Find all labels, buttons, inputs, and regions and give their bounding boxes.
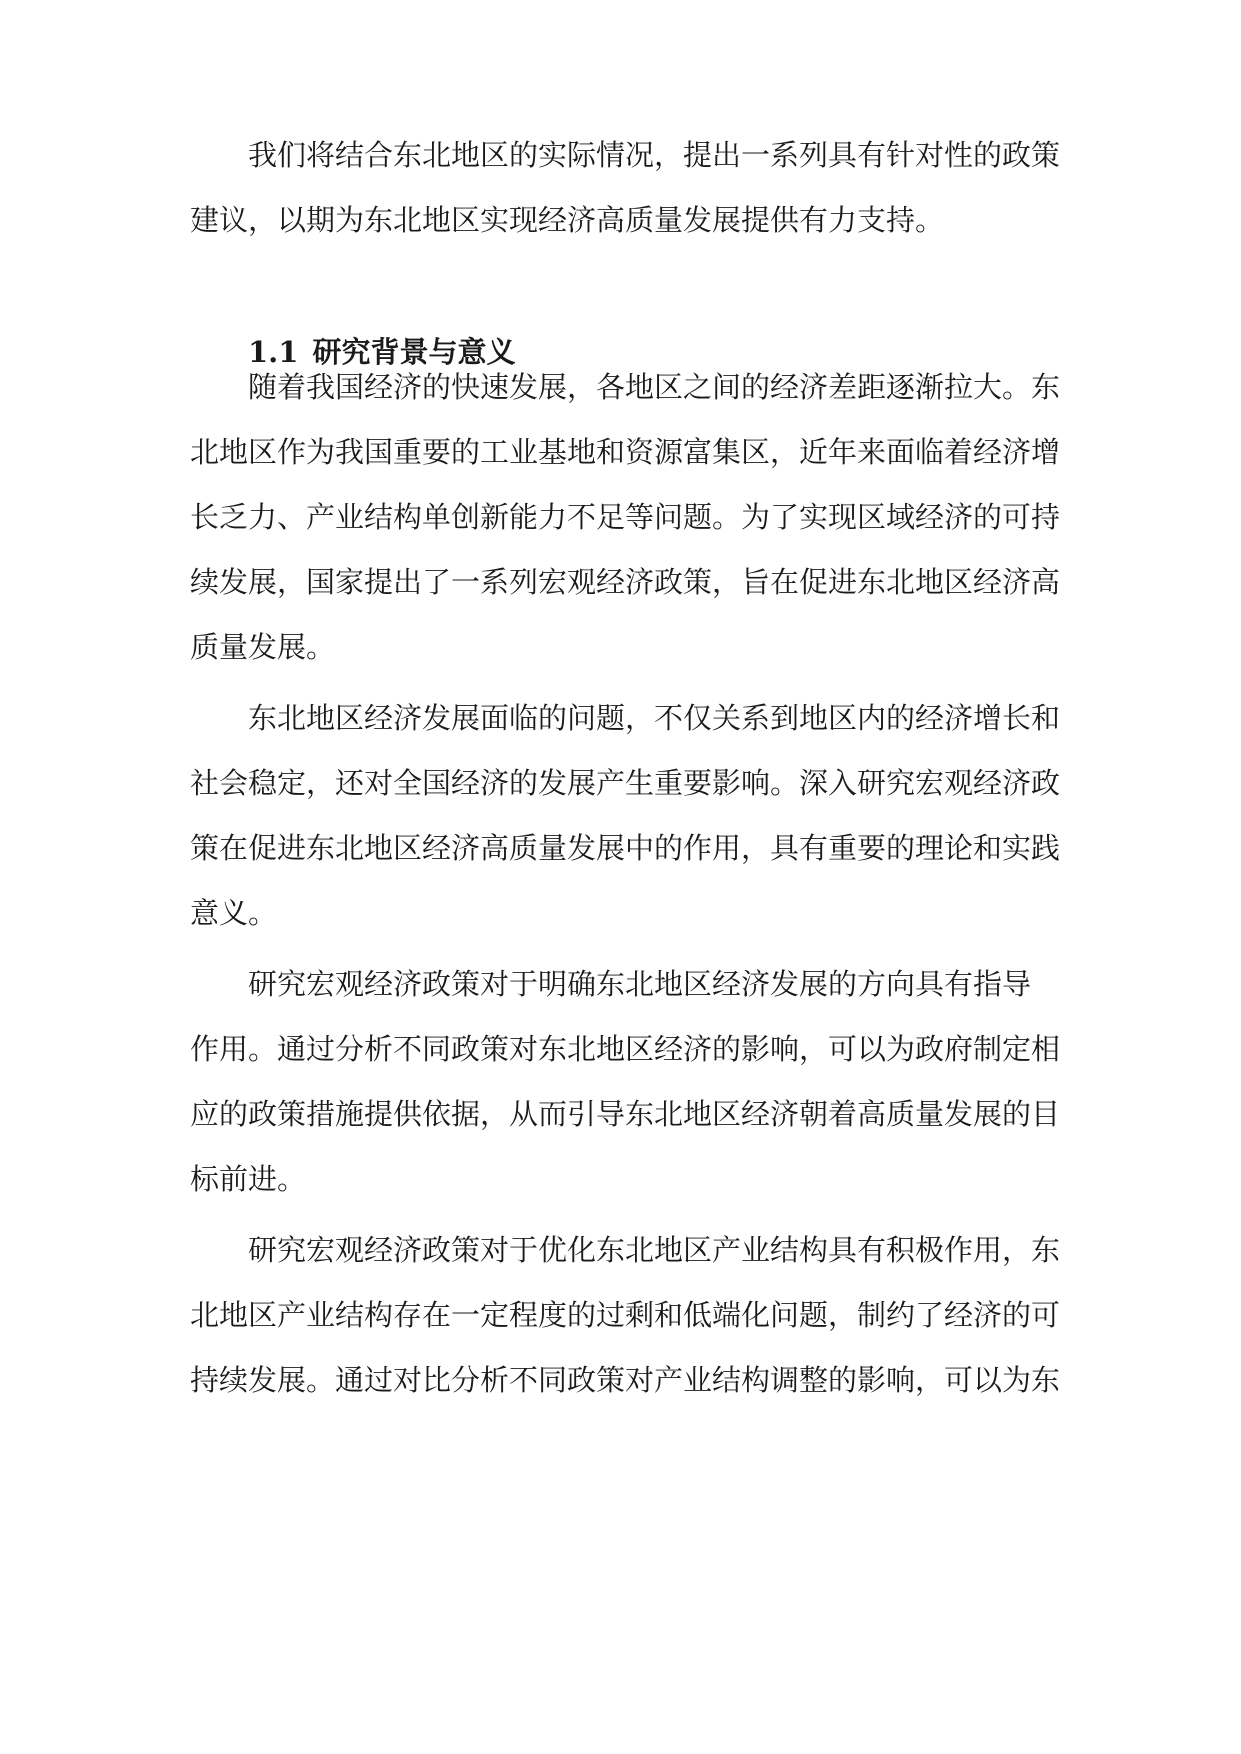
text-line: 随着我国经济的快速发展，各地区之间的经济差距逐渐拉大。东 [248,370,1060,404]
text-line: 标前进。 [190,1162,307,1196]
text-line: 应的政策措施提供依据，从而引导东北地区经济朝着高质量发展的目 [190,1097,1060,1131]
text-line: 建议，以期为东北地区实现经济高质量发展提供有力支持。 [190,203,945,237]
text-line: 质量发展。 [190,630,336,664]
text-line: 研究宏观经济政策对于明确东北地区经济发展的方向具有指导 [248,967,1032,1001]
text-line: 续发展，国家提出了一系列宏观经济政策，旨在促进东北地区经济高 [190,565,1060,599]
text-line: 北地区产业结构存在一定程度的过剩和低端化问题，制约了经济的可 [190,1298,1060,1332]
section-heading [248,332,515,372]
text-line: 社会稳定，还对全国经济的发展产生重要影响。深入研究宏观经济政 [190,766,1060,800]
text-line: 我们将结合东北地区的实际情况，提出一系列具有针对性的政策 [248,138,1060,172]
section-number: 1.1 [248,335,299,369]
text-line: 作用。通过分析不同政策对东北地区经济的影响，可以为政府制定相 [190,1032,1060,1066]
text-line: 意义。 [190,896,278,930]
text-line: 北地区作为我国重要的工业基地和资源富集区，近年来面临着经济增 [190,435,1060,469]
text-line: 研究宏观经济政策对于优化东北地区产业结构具有积极作用，东 [248,1233,1060,1267]
text-line: 长乏力、产业结构单创新能力不足等问题。为了实现区域经济的可持 [190,500,1060,534]
text-line: 持续发展。通过对比分析不同政策对产业结构调整的影响，可以为东 [190,1363,1060,1397]
text-line: 东北地区经济发展面临的问题，不仅关系到地区内的经济增长和 [248,701,1060,735]
text-line: 策在促进东北地区经济高质量发展中的作用，具有重要的理论和实践 [190,831,1060,865]
section-title: 研究背景与意义 [312,335,516,369]
